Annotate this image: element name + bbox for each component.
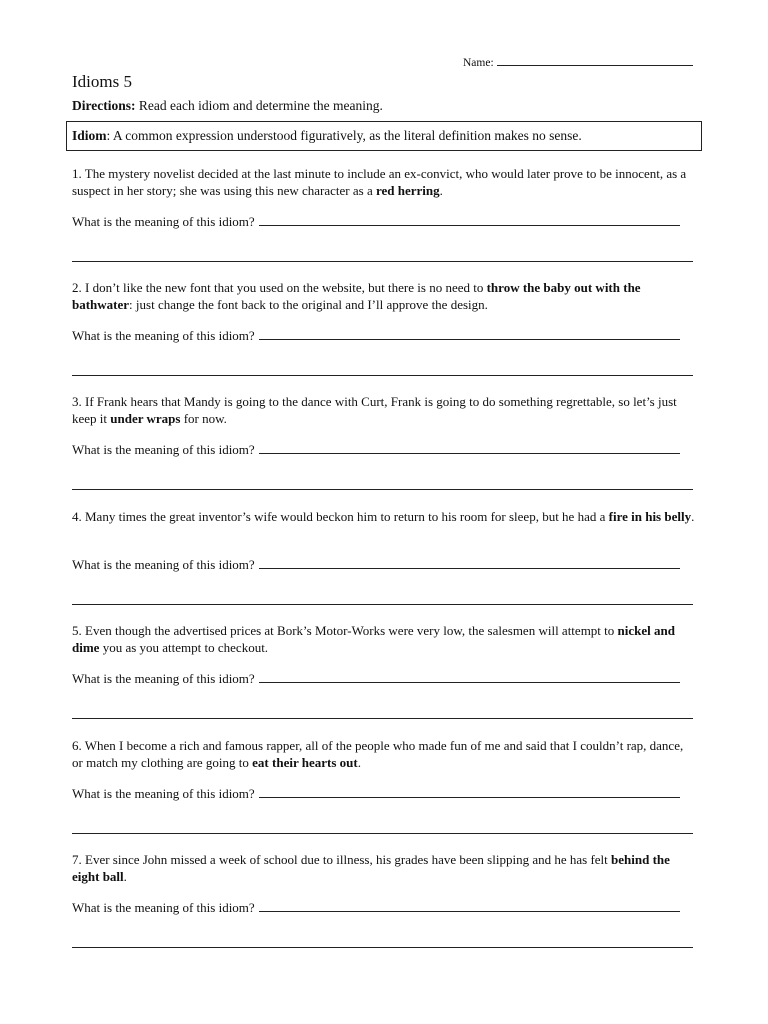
answer-row <box>72 327 680 344</box>
worksheet-title: Idioms 5 <box>72 72 132 91</box>
question-2 <box>72 279 696 343</box>
answer-row <box>72 670 680 687</box>
answer-prompt: What is the meaning of this idiom? <box>72 442 255 457</box>
answer-line[interactable] <box>259 556 680 569</box>
idiom-phrase: nickel and dime <box>72 623 675 655</box>
definition-text: : A common expression understood figuratively, as the literal definition makes no sense. <box>106 128 582 143</box>
question-text: 7. Ever since John missed a week of school due to illness, his grades have been slipping and he has felt behind the eight ball. <box>72 852 670 884</box>
directions-text: Read each idiom and determine the meaning. <box>138 98 383 113</box>
answer-row <box>72 785 680 802</box>
answer-line[interactable] <box>259 441 680 454</box>
directions-label: Directions: <box>72 98 136 113</box>
answer-line[interactable] <box>259 670 680 683</box>
answer-prompt: What is the meaning of this idiom? <box>72 214 255 229</box>
question-5 <box>72 622 696 686</box>
answer-line[interactable] <box>259 327 680 340</box>
idiom-phrase: fire in his belly <box>608 509 692 524</box>
question-6 <box>72 737 696 801</box>
definition-term: Idiom <box>72 128 107 143</box>
answer-row <box>72 213 680 230</box>
extra-answer-line[interactable] <box>72 489 693 490</box>
question-3 <box>72 393 696 457</box>
answer-prompt: What is the meaning of this idiom? <box>72 328 255 343</box>
question-text: 1. The mystery novelist decided at the last minute to include an ex-convict, who would later prove to be innocent, as a suspect in her story; she was using this new character as a red herring. <box>72 166 687 198</box>
idiom-phrase: throw the baby out with the bathwater <box>72 280 641 312</box>
extra-answer-line[interactable] <box>72 718 693 719</box>
answer-prompt: What is the meaning of this idiom? <box>72 786 255 801</box>
idiom-definition-box <box>66 121 702 151</box>
answer-row <box>72 899 680 916</box>
idiom-phrase: under wraps <box>110 411 181 426</box>
name-label: Name: <box>463 57 494 69</box>
answer-row <box>72 556 680 573</box>
answer-prompt: What is the meaning of this idiom? <box>72 900 255 915</box>
extra-answer-line[interactable] <box>72 261 693 262</box>
directions <box>72 97 383 115</box>
answer-line[interactable] <box>259 785 680 798</box>
extra-answer-line[interactable] <box>72 375 693 376</box>
answer-line[interactable] <box>259 213 680 226</box>
question-7 <box>72 851 696 915</box>
question-4 <box>72 508 696 572</box>
question-text: 3. If Frank hears that Mandy is going to the dance with Curt, Frank is going to do something regrettable, so let’s just keep it under wraps for now. <box>72 394 677 426</box>
idiom-phrase: behind the eight ball <box>72 852 670 884</box>
question-text: 2. I don’t like the new font that you used on the website, but there is no need to throw the baby out with the bathwater: just change the font back to the original and I’ll approve the design. <box>72 280 641 312</box>
question-text: 5. Even though the advertised prices at Bork’s Motor-Works were very low, the salesmen will attempt to nickel and dime you as you attempt to checkout. <box>72 623 675 655</box>
name-field-row <box>463 54 693 71</box>
question-1 <box>72 165 696 229</box>
extra-answer-line[interactable] <box>72 833 693 834</box>
answer-row <box>72 441 680 458</box>
name-blank-line[interactable] <box>497 54 693 66</box>
idiom-phrase: red herring <box>375 183 440 198</box>
idiom-phrase: eat their hearts out <box>252 755 358 770</box>
answer-prompt: What is the meaning of this idiom? <box>72 671 255 686</box>
question-text: 6. When I become a rich and famous rapper, all of the people who made fun of me and said that I couldn’t rap, dance, or match my clothing are going to eat their hearts out. <box>72 738 684 770</box>
question-text: 4. Many times the great inventor’s wife would beckon him to return to his room for sleep, but he had a fire in his belly. <box>72 509 695 524</box>
answer-prompt: What is the meaning of this idiom? <box>72 557 255 572</box>
extra-answer-line[interactable] <box>72 947 693 948</box>
answer-line[interactable] <box>259 899 680 912</box>
extra-answer-line[interactable] <box>72 604 693 605</box>
